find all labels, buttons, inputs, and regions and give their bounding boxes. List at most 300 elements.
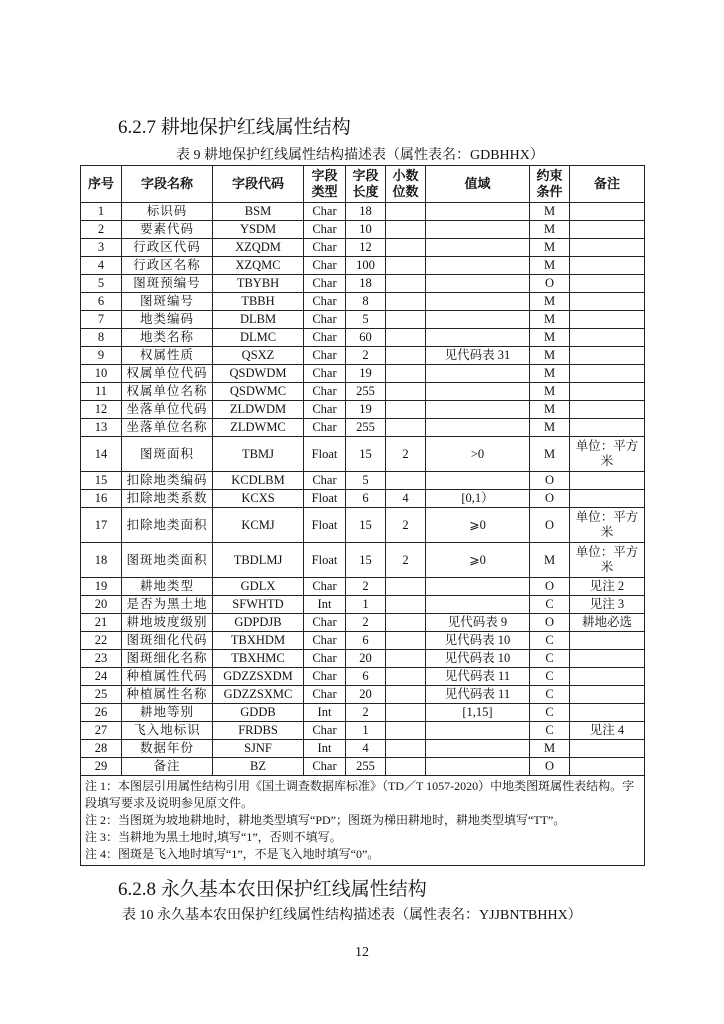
cell-domain: 见代码表 10: [426, 632, 530, 650]
cell-remark: 单位：平方米: [570, 543, 645, 578]
cell-decimals: 2: [386, 543, 426, 578]
note-1: 注 1：本图层引用属性结构引用《国土调查数据库标准》（TD／T 1057-2020）中地类图斑属性表结构。字段填写要求及说明参见原文件。: [85, 779, 635, 810]
cell-seq: 4: [81, 257, 122, 275]
table-row: [81, 686, 645, 704]
cell-domain: [426, 275, 530, 293]
cell-field-name: 地类编码: [122, 311, 213, 329]
cell-seq: 21: [81, 614, 122, 632]
cell-field-type: Int: [304, 704, 346, 722]
table-row: [81, 614, 645, 632]
table-row: [81, 329, 645, 347]
cell-remark: [570, 704, 645, 722]
cell-domain: [0,1）: [426, 490, 530, 508]
note-2: 注 2：当图斑为坡地耕地时，耕地类型填写“PD”；图斑为梯田耕地时，耕地类型填写“TT”。: [85, 813, 566, 827]
cell-decimals: [386, 203, 426, 221]
cell-length: 20: [346, 686, 386, 704]
cell-domain: [426, 239, 530, 257]
cell-remark: [570, 329, 645, 347]
cell-length: 5: [346, 472, 386, 490]
cell-seq: 23: [81, 650, 122, 668]
cell-remark: [570, 740, 645, 758]
cell-constraint: C: [530, 632, 570, 650]
cell-field-name: 图斑细化代码: [122, 632, 213, 650]
cell-field-name: 种植属性代码: [122, 668, 213, 686]
cell-length: 10: [346, 221, 386, 239]
cell-seq: 17: [81, 508, 122, 543]
header-constraint: 约束 条件: [530, 166, 570, 203]
cell-field-code: KCXS: [213, 490, 304, 508]
section-number: 6.2.7: [118, 117, 156, 138]
header-remark: 备注: [570, 166, 645, 203]
cell-field-code: QSXZ: [213, 347, 304, 365]
cell-field-name: 扣除地类编码: [122, 472, 213, 490]
cell-decimals: [386, 686, 426, 704]
cell-seq: 10: [81, 365, 122, 383]
cell-domain: ⩾0: [426, 543, 530, 578]
cell-field-name: 权属性质: [122, 347, 213, 365]
cell-domain: [426, 740, 530, 758]
table-row: [81, 365, 645, 383]
cell-remark: [570, 311, 645, 329]
cell-domain: 见代码表 9: [426, 614, 530, 632]
cell-field-type: Int: [304, 740, 346, 758]
table-row: [81, 668, 645, 686]
cell-constraint: C: [530, 704, 570, 722]
cell-length: 60: [346, 329, 386, 347]
cell-constraint: O: [530, 614, 570, 632]
cell-constraint: M: [530, 239, 570, 257]
header-field-type: 字段 类型: [304, 166, 346, 203]
cell-constraint: C: [530, 686, 570, 704]
cell-decimals: [386, 419, 426, 437]
cell-length: 15: [346, 437, 386, 472]
cell-constraint: M: [530, 257, 570, 275]
table2-caption: 表 10 永久基本农田保护红线属性结构描述表（属性表名：YJJBNTBHHX）: [122, 908, 582, 923]
header-field-code: 字段代码: [213, 166, 304, 203]
cell-domain: 见代码表 11: [426, 668, 530, 686]
table-row: [81, 704, 645, 722]
cell-field-name: 图斑面积: [122, 437, 213, 472]
table-row: [81, 311, 645, 329]
cell-remark: [570, 686, 645, 704]
cell-field-name: 图斑预编号: [122, 275, 213, 293]
cell-seq: 7: [81, 311, 122, 329]
cell-remark: [570, 221, 645, 239]
page-number: 12: [355, 945, 369, 960]
cell-field-code: SJNF: [213, 740, 304, 758]
cell-domain: [426, 329, 530, 347]
cell-decimals: [386, 329, 426, 347]
cell-field-code: TBXHDM: [213, 632, 304, 650]
cell-domain: [426, 596, 530, 614]
cell-field-type: Char: [304, 401, 346, 419]
cell-field-name: 耕地坡度级别: [122, 614, 213, 632]
cell-field-name: 行政区名称: [122, 257, 213, 275]
cell-length: 255: [346, 383, 386, 401]
cell-constraint: O: [530, 472, 570, 490]
table-row: [81, 347, 645, 365]
cell-remark: [570, 401, 645, 419]
cell-field-type: Char: [304, 365, 346, 383]
cell-field-name: 行政区代码: [122, 239, 213, 257]
cell-field-code: TBMJ: [213, 437, 304, 472]
cell-remark: [570, 419, 645, 437]
cell-seq: 9: [81, 347, 122, 365]
cell-remark: [570, 365, 645, 383]
cell-remark: [570, 668, 645, 686]
cell-decimals: [386, 650, 426, 668]
section-title: 永久基本农田保护红线属性结构: [160, 879, 427, 900]
table-row: [81, 275, 645, 293]
cell-length: 100: [346, 257, 386, 275]
cell-decimals: [386, 365, 426, 383]
cell-field-name: 耕地等别: [122, 704, 213, 722]
cell-remark: 单位：平方米: [570, 508, 645, 543]
cell-decimals: [386, 472, 426, 490]
cell-field-type: Char: [304, 221, 346, 239]
cell-length: 1: [346, 596, 386, 614]
cell-length: 8: [346, 293, 386, 311]
cell-domain: [426, 221, 530, 239]
cell-seq: 24: [81, 668, 122, 686]
cell-length: 255: [346, 758, 386, 776]
cell-field-name: 扣除地类面积: [122, 508, 213, 543]
cell-constraint: M: [530, 329, 570, 347]
cell-remark: 见注 3: [570, 596, 645, 614]
cell-length: 2: [346, 578, 386, 596]
cell-field-name: 种植属性名称: [122, 686, 213, 704]
cell-field-code: DLBM: [213, 311, 304, 329]
cell-field-type: Float: [304, 508, 346, 543]
cell-decimals: [386, 596, 426, 614]
cell-field-name: 坐落单位名称: [122, 419, 213, 437]
cell-seq: 14: [81, 437, 122, 472]
cell-decimals: [386, 722, 426, 740]
cell-field-type: Char: [304, 239, 346, 257]
cell-remark: [570, 632, 645, 650]
cell-decimals: [386, 578, 426, 596]
table-row: [81, 632, 645, 650]
cell-domain: [426, 472, 530, 490]
cell-length: 19: [346, 401, 386, 419]
cell-field-type: Char: [304, 311, 346, 329]
cell-field-name: 图斑编号: [122, 293, 213, 311]
cell-seq: 19: [81, 578, 122, 596]
cell-constraint: C: [530, 650, 570, 668]
cell-field-type: Char: [304, 614, 346, 632]
attribute-table: [80, 165, 645, 866]
cell-field-name: 耕地类型: [122, 578, 213, 596]
cell-field-code: GDPDJB: [213, 614, 304, 632]
table-row: [81, 239, 645, 257]
cell-seq: 25: [81, 686, 122, 704]
cell-seq: 1: [81, 203, 122, 221]
cell-length: 18: [346, 275, 386, 293]
table-row: [81, 578, 645, 596]
cell-field-code: SFWHTD: [213, 596, 304, 614]
cell-decimals: [386, 221, 426, 239]
cell-field-name: 坐落单位代码: [122, 401, 213, 419]
cell-field-name: 是否为黑土地: [122, 596, 213, 614]
cell-field-type: Char: [304, 722, 346, 740]
cell-field-code: KCMJ: [213, 508, 304, 543]
cell-field-type: Char: [304, 329, 346, 347]
cell-constraint: M: [530, 203, 570, 221]
cell-field-name: 飞入地标识: [122, 722, 213, 740]
cell-field-code: KCDLBM: [213, 472, 304, 490]
cell-field-type: Char: [304, 758, 346, 776]
cell-field-code: ZLDWMC: [213, 419, 304, 437]
cell-length: 5: [346, 311, 386, 329]
cell-field-name: 图斑地类面积: [122, 543, 213, 578]
cell-seq: 27: [81, 722, 122, 740]
cell-field-name: 图斑细化名称: [122, 650, 213, 668]
cell-seq: 8: [81, 329, 122, 347]
cell-constraint: M: [530, 543, 570, 578]
cell-field-name: 要素代码: [122, 221, 213, 239]
cell-decimals: 2: [386, 508, 426, 543]
table-row: [81, 419, 645, 437]
cell-remark: [570, 203, 645, 221]
cell-seq: 13: [81, 419, 122, 437]
cell-field-code: QSDWMC: [213, 383, 304, 401]
header-field-name: 字段名称: [122, 166, 213, 203]
cell-remark: [570, 758, 645, 776]
section-heading-6-2-8: [118, 874, 427, 901]
cell-field-code: TBDLMJ: [213, 543, 304, 578]
cell-domain: [426, 257, 530, 275]
cell-decimals: 2: [386, 437, 426, 472]
cell-field-code: TBXHMC: [213, 650, 304, 668]
cell-remark: [570, 347, 645, 365]
cell-constraint: M: [530, 740, 570, 758]
cell-seq: 6: [81, 293, 122, 311]
header-domain: 值域: [426, 166, 530, 203]
cell-remark: [570, 239, 645, 257]
section-heading-6-2-7: [118, 112, 351, 139]
section-number: 6.2.8: [118, 879, 156, 900]
cell-seq: 12: [81, 401, 122, 419]
cell-domain: [426, 365, 530, 383]
cell-constraint: M: [530, 365, 570, 383]
cell-remark: [570, 650, 645, 668]
cell-constraint: M: [530, 293, 570, 311]
cell-domain: [426, 419, 530, 437]
cell-decimals: [386, 257, 426, 275]
cell-domain: 见代码表 10: [426, 650, 530, 668]
cell-field-name: 权属单位代码: [122, 365, 213, 383]
cell-length: 6: [346, 490, 386, 508]
cell-domain: >0: [426, 437, 530, 472]
cell-length: 1: [346, 722, 386, 740]
cell-decimals: [386, 614, 426, 632]
cell-constraint: M: [530, 401, 570, 419]
cell-field-code: XZQDM: [213, 239, 304, 257]
cell-domain: [426, 383, 530, 401]
table-row: [81, 722, 645, 740]
cell-field-name: 权属单位名称: [122, 383, 213, 401]
cell-field-code: QSDWDM: [213, 365, 304, 383]
cell-decimals: [386, 239, 426, 257]
table-row: [81, 758, 645, 776]
cell-field-type: Float: [304, 437, 346, 472]
cell-length: 6: [346, 632, 386, 650]
cell-constraint: C: [530, 722, 570, 740]
cell-remark: [570, 293, 645, 311]
table-body: [81, 203, 645, 776]
header-length: 字段 长度: [346, 166, 386, 203]
cell-length: 2: [346, 704, 386, 722]
cell-length: 12: [346, 239, 386, 257]
cell-field-type: Char: [304, 472, 346, 490]
table-row: [81, 203, 645, 221]
cell-length: 2: [346, 347, 386, 365]
table-row: [81, 437, 645, 472]
table-header-row: [81, 166, 645, 203]
cell-domain: [1,15]: [426, 704, 530, 722]
cell-field-type: Char: [304, 419, 346, 437]
cell-constraint: M: [530, 437, 570, 472]
cell-domain: [426, 578, 530, 596]
cell-field-code: BZ: [213, 758, 304, 776]
cell-domain: [426, 203, 530, 221]
cell-length: 20: [346, 650, 386, 668]
cell-constraint: M: [530, 221, 570, 239]
cell-constraint: O: [530, 508, 570, 543]
cell-remark: 耕地必选: [570, 614, 645, 632]
cell-field-code: YSDM: [213, 221, 304, 239]
cell-seq: 5: [81, 275, 122, 293]
cell-field-name: 数据年份: [122, 740, 213, 758]
cell-remark: [570, 257, 645, 275]
table-row: [81, 472, 645, 490]
table-row: [81, 221, 645, 239]
notes-cell: [81, 776, 645, 866]
cell-domain: 见代码表 11: [426, 686, 530, 704]
cell-field-code: BSM: [213, 203, 304, 221]
header-seq: 序号: [81, 166, 122, 203]
note-3: 注 3：当耕地为黑土地时,填写“1”，否则不填写。: [85, 830, 342, 844]
cell-decimals: [386, 740, 426, 758]
cell-remark: 见注 4: [570, 722, 645, 740]
cell-remark: [570, 490, 645, 508]
cell-constraint: O: [530, 758, 570, 776]
cell-length: 15: [346, 543, 386, 578]
cell-constraint: M: [530, 383, 570, 401]
cell-field-type: Char: [304, 275, 346, 293]
cell-constraint: C: [530, 596, 570, 614]
table-row: [81, 257, 645, 275]
cell-field-type: Char: [304, 650, 346, 668]
cell-field-code: GDLX: [213, 578, 304, 596]
cell-seq: 3: [81, 239, 122, 257]
cell-field-code: TBYBH: [213, 275, 304, 293]
cell-field-type: Char: [304, 578, 346, 596]
cell-decimals: [386, 275, 426, 293]
cell-remark: 见注 2: [570, 578, 645, 596]
table-row: [81, 543, 645, 578]
cell-field-code: GDDB: [213, 704, 304, 722]
cell-constraint: M: [530, 419, 570, 437]
cell-decimals: [386, 704, 426, 722]
cell-field-type: Char: [304, 383, 346, 401]
cell-field-type: Char: [304, 257, 346, 275]
cell-decimals: [386, 311, 426, 329]
cell-seq: 18: [81, 543, 122, 578]
cell-constraint: O: [530, 490, 570, 508]
cell-field-name: 地类名称: [122, 329, 213, 347]
cell-remark: [570, 275, 645, 293]
cell-decimals: [386, 383, 426, 401]
cell-length: 19: [346, 365, 386, 383]
cell-seq: 20: [81, 596, 122, 614]
cell-field-type: Int: [304, 596, 346, 614]
cell-field-code: GDZZSXMC: [213, 686, 304, 704]
cell-length: 4: [346, 740, 386, 758]
cell-field-type: Float: [304, 490, 346, 508]
cell-field-name: 备注: [122, 758, 213, 776]
cell-constraint: M: [530, 347, 570, 365]
cell-seq: 22: [81, 632, 122, 650]
table-row: [81, 508, 645, 543]
cell-decimals: 4: [386, 490, 426, 508]
cell-field-code: TBBH: [213, 293, 304, 311]
cell-length: 6: [346, 668, 386, 686]
cell-field-type: Char: [304, 632, 346, 650]
cell-domain: [426, 722, 530, 740]
cell-domain: [426, 401, 530, 419]
table-row: [81, 596, 645, 614]
cell-domain: [426, 293, 530, 311]
header-decimals: 小数 位数: [386, 166, 426, 203]
table-caption: 表 9 耕地保护红线属性结构描述表（属性表名：GDBHHX）: [176, 148, 544, 163]
table-row: [81, 383, 645, 401]
cell-field-name: 标识码: [122, 203, 213, 221]
cell-seq: 11: [81, 383, 122, 401]
cell-decimals: [386, 401, 426, 419]
notes-row: [81, 776, 645, 866]
cell-seq: 2: [81, 221, 122, 239]
cell-decimals: [386, 668, 426, 686]
cell-domain: [426, 311, 530, 329]
cell-field-code: DLMC: [213, 329, 304, 347]
cell-constraint: C: [530, 668, 570, 686]
note-4: 注 4：图斑是飞入地时填写“1”，不是飞入地时填写“0”。: [85, 847, 380, 861]
cell-field-type: Char: [304, 203, 346, 221]
cell-decimals: [386, 758, 426, 776]
cell-field-type: Char: [304, 686, 346, 704]
cell-seq: 16: [81, 490, 122, 508]
cell-field-type: Char: [304, 347, 346, 365]
cell-field-name: 扣除地类系数: [122, 490, 213, 508]
table-row: [81, 490, 645, 508]
cell-seq: 29: [81, 758, 122, 776]
cell-constraint: O: [530, 578, 570, 596]
cell-length: 18: [346, 203, 386, 221]
cell-decimals: [386, 293, 426, 311]
cell-remark: [570, 472, 645, 490]
cell-remark: 单位：平方米: [570, 437, 645, 472]
cell-field-type: Float: [304, 543, 346, 578]
cell-field-code: FRDBS: [213, 722, 304, 740]
cell-decimals: [386, 632, 426, 650]
cell-constraint: M: [530, 311, 570, 329]
cell-domain: 见代码表 31: [426, 347, 530, 365]
cell-seq: 28: [81, 740, 122, 758]
cell-field-code: ZLDWDM: [213, 401, 304, 419]
cell-remark: [570, 383, 645, 401]
table-row: [81, 740, 645, 758]
